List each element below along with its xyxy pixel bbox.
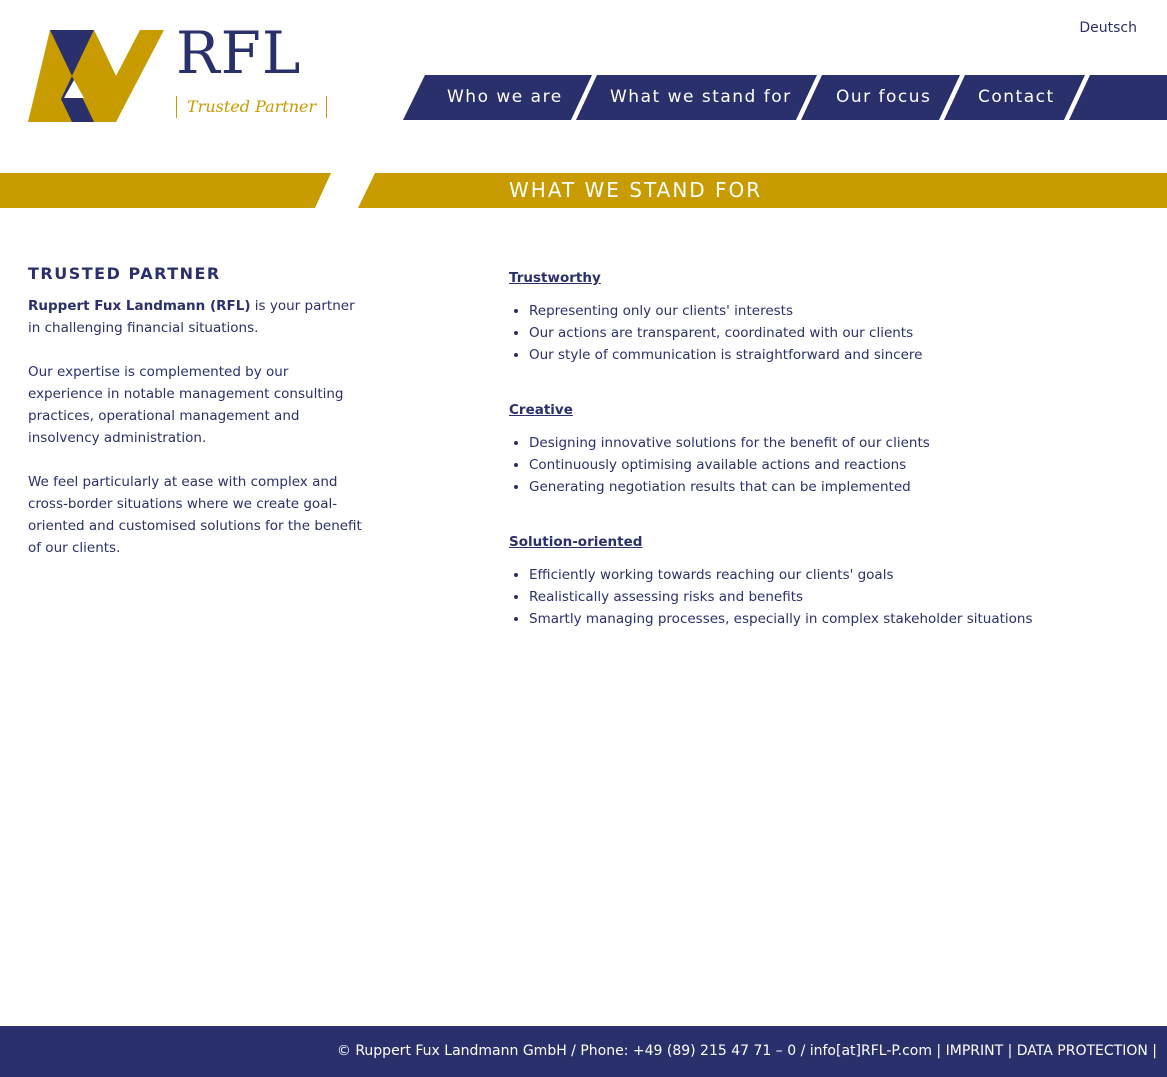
value-section-creative xyxy=(509,400,1129,498)
nav-who-we-are[interactable]: Who we are xyxy=(447,87,563,107)
footer-separator: | xyxy=(1147,1043,1157,1059)
list-item: • Representing only our clients' interests xyxy=(529,300,1129,322)
footer-text xyxy=(337,1026,1157,1077)
logo-triangles-icon xyxy=(28,30,164,122)
nav-contact[interactable]: Contact xyxy=(978,87,1055,107)
logo-tagline: Trusted Partner xyxy=(176,96,327,118)
bullet-list xyxy=(509,300,1129,366)
intro-heading: TRUSTED PARTNER xyxy=(28,264,221,283)
list-item: • Smartly managing processes, especially in complex stakeholder situations xyxy=(529,608,1129,630)
page-title: WHAT WE STAND FOR xyxy=(509,178,763,202)
footer-data-protection-link[interactable]: DATA PROTECTION xyxy=(1016,1043,1148,1059)
list-item: • Generating negotiation results that can be implemented xyxy=(529,476,1129,498)
page-title-band xyxy=(0,173,1167,208)
company-name: Ruppert Fux Landmann (RFL) xyxy=(28,298,251,314)
language-switch-link[interactable]: Deutsch xyxy=(1079,20,1137,36)
value-section-trustworthy xyxy=(509,268,1129,366)
intro-paragraph-1-text: is your partner in challenging financial situations. xyxy=(28,298,355,336)
logo[interactable] xyxy=(28,19,328,123)
main-nav xyxy=(403,75,1167,120)
intro-paragraph-3: We feel particularly at ease with complex and cross-border situations where we create goal-oriented and customised solutions for the benefit of our clients. xyxy=(28,474,362,556)
nav-what-we-stand-for[interactable]: What we stand for xyxy=(610,87,792,107)
intro-paragraph-1 xyxy=(28,295,363,339)
list-item: • Efficiently working towards reaching our clients' goals xyxy=(529,564,1129,586)
section-title: Trustworthy xyxy=(509,270,601,286)
bullet-list xyxy=(509,432,1129,498)
section-title: Solution-oriented xyxy=(509,534,643,550)
list-item: • Continuously optimising available actions and reactions xyxy=(529,454,1129,476)
footer xyxy=(0,1026,1167,1077)
list-item: • Designing innovative solutions for the benefit of our clients xyxy=(529,432,1129,454)
intro-paragraph-2: Our expertise is complemented by our experience in notable management consulting practices, operational management and insolvency administration. xyxy=(28,364,344,446)
section-title: Creative xyxy=(509,402,573,418)
list-item: • Realistically assessing risks and benefits xyxy=(529,586,1129,608)
bullet-list xyxy=(509,564,1129,630)
footer-separator: | xyxy=(1003,1043,1017,1059)
footer-imprint-link[interactable]: IMPRINT xyxy=(945,1043,1004,1059)
value-section-solution-oriented xyxy=(509,532,1129,630)
values-column xyxy=(509,268,1129,664)
footer-copyright: © Ruppert Fux Landmann GmbH / Phone: +49 (89) 215 47 71 – 0 / info[at]RFL-P.com xyxy=(336,1043,932,1059)
nav-our-focus[interactable]: Our focus xyxy=(836,87,932,107)
list-item: • Our actions are transparent, coordinated with our clients xyxy=(529,322,1129,344)
logo-wordmark: RFL xyxy=(176,19,302,87)
list-item: • Our style of communication is straightforward and sincere xyxy=(529,344,1129,366)
intro-column xyxy=(28,264,363,581)
footer-separator: | xyxy=(931,1043,946,1059)
